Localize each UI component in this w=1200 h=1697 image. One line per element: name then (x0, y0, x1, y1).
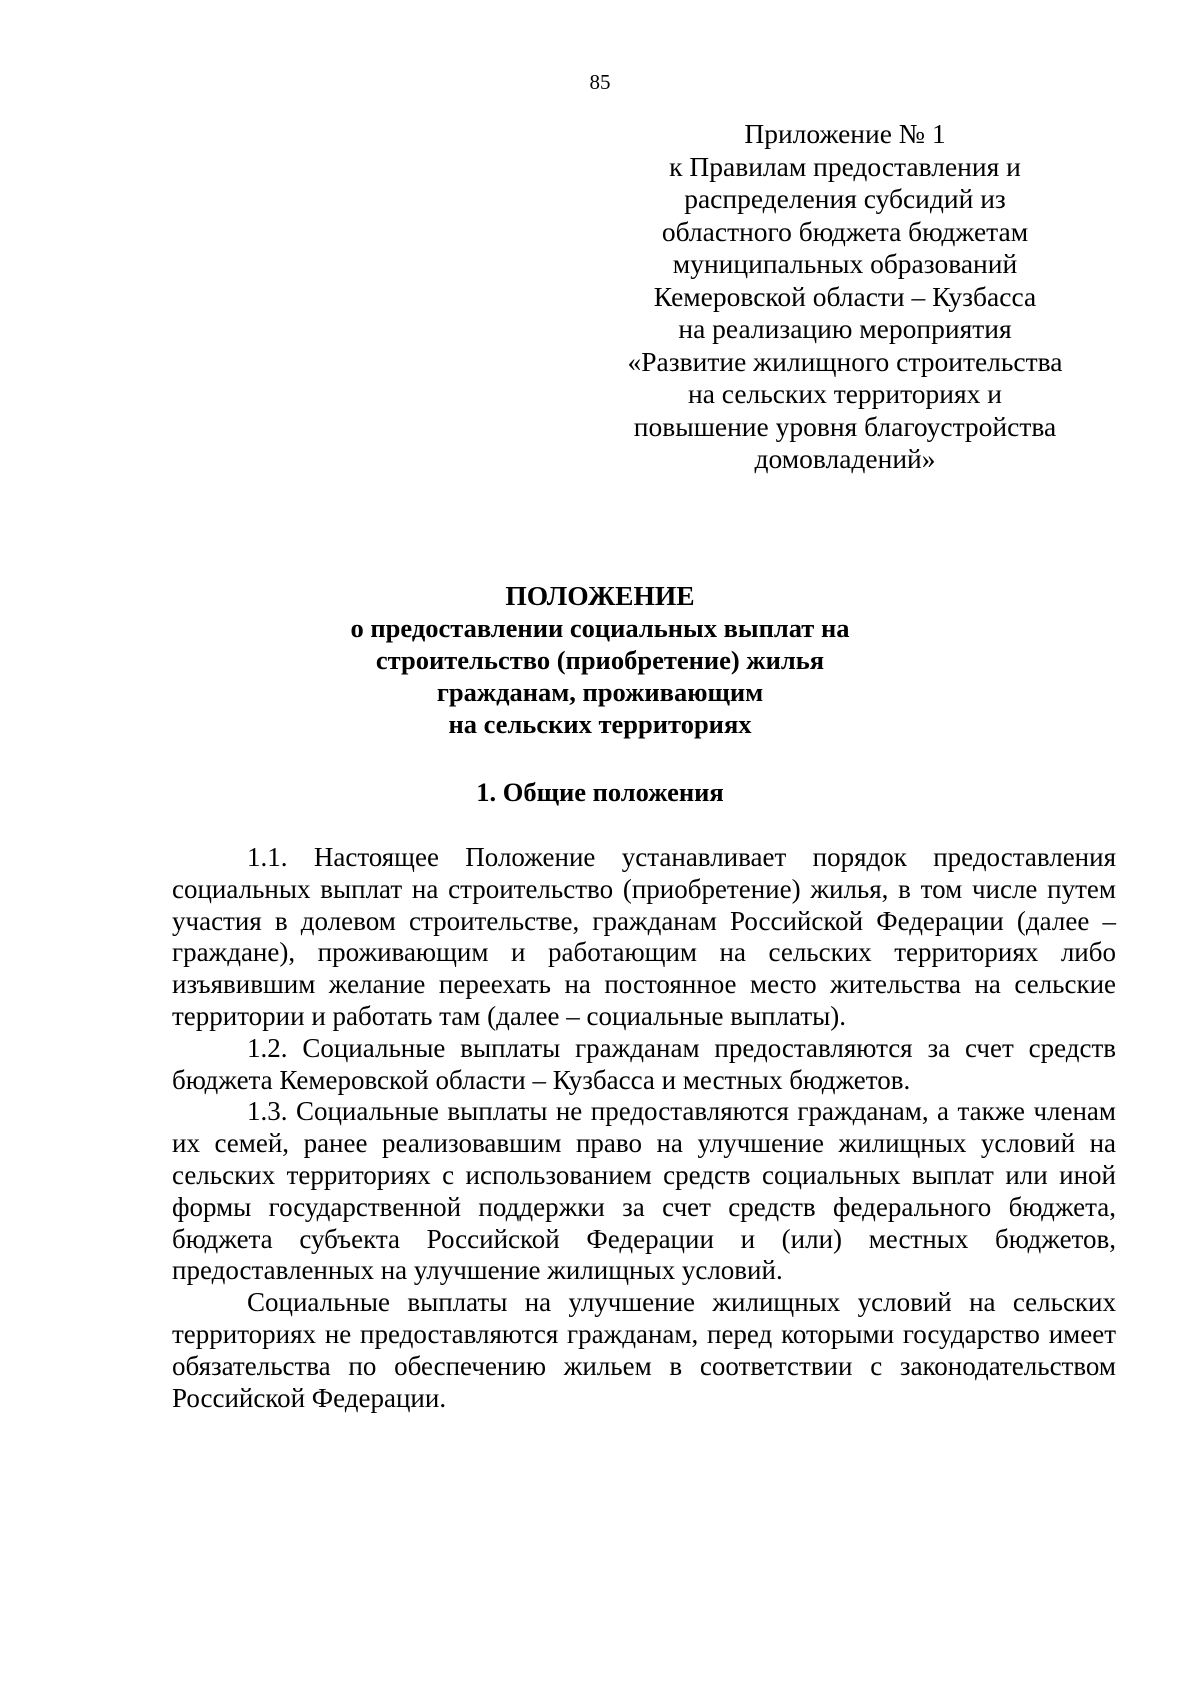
appendix-line: Кемеровской области – Кузбасса (653, 280, 1037, 312)
paragraph: Социальные выплаты на улучшение жилищных условий на сельских территориях не предоставляются гражданам, перед которыми государство имеет обязательства по обеспечению жильем в соответствии с законодательством Российской Федерации. (172, 1287, 1116, 1413)
appendix-line: распределения субсидий из (684, 183, 1006, 214)
document-subtitle-line: гражданам, проживающим (436, 677, 764, 707)
appendix-line: на реализацию мероприятия (678, 313, 1012, 344)
appendix-reference (625, 118, 1065, 476)
appendix-line: к Правилам предоставления и (669, 150, 1021, 182)
appendix-line: на сельских территориях и (687, 378, 1003, 409)
document-title-block (0, 580, 1200, 740)
paragraph: 1.1. Настоящее Положение устанавливает порядок предоставления социальных выплат на строительство (приобретение) жилья, в том числе путем участия в долевом строительстве, гражданам Российской Федерации (далее – граждане), проживающим и работающим на сельских территориях либо изъявившим желание переехать на постоянное место жительства на сельские территории и работать там (далее – социальные выплаты). (172, 842, 1116, 1031)
appendix-line: повышение уровня благоустройства (633, 410, 1057, 442)
document-subtitle-line: о предоставлении социальных выплат на (350, 613, 850, 643)
section-body (172, 842, 1116, 1414)
document-subtitle-line: строительство (приобретение) жилья (375, 645, 825, 675)
section-heading: 1. Общие положения (476, 777, 724, 807)
page-number: 85 (589, 70, 611, 94)
appendix-line: Приложение № 1 (744, 118, 946, 149)
document-subtitle-line: на сельских территориях (448, 709, 752, 739)
appendix-line: домовладений» (754, 443, 936, 474)
paragraph: 1.3. Социальные выплаты не предоставляются гражданам, а также членам их семей, ранее реализовавшим право на улучшение жилищных условий на сельских территориях с использованием средств социальных выплат или иной формы государственной поддержки за счет средств федерального бюджета, бюджета субъекта Российской Федерации и (или) местных бюджетов, предоставленных на улучшение жилищных условий. (172, 1096, 1116, 1286)
appendix-line: «Развитие жилищного строительства (627, 345, 1063, 377)
appendix-line: муниципальных образований (672, 248, 1018, 279)
document-title: ПОЛОЖЕНИЕ (505, 580, 695, 611)
appendix-line: областного бюджета бюджетам (661, 215, 1029, 247)
paragraph: 1.2. Социальные выплаты гражданам предоставляются за счет средств бюджета Кемеровской области – Кузбасса и местных бюджетов. (172, 1032, 1116, 1095)
